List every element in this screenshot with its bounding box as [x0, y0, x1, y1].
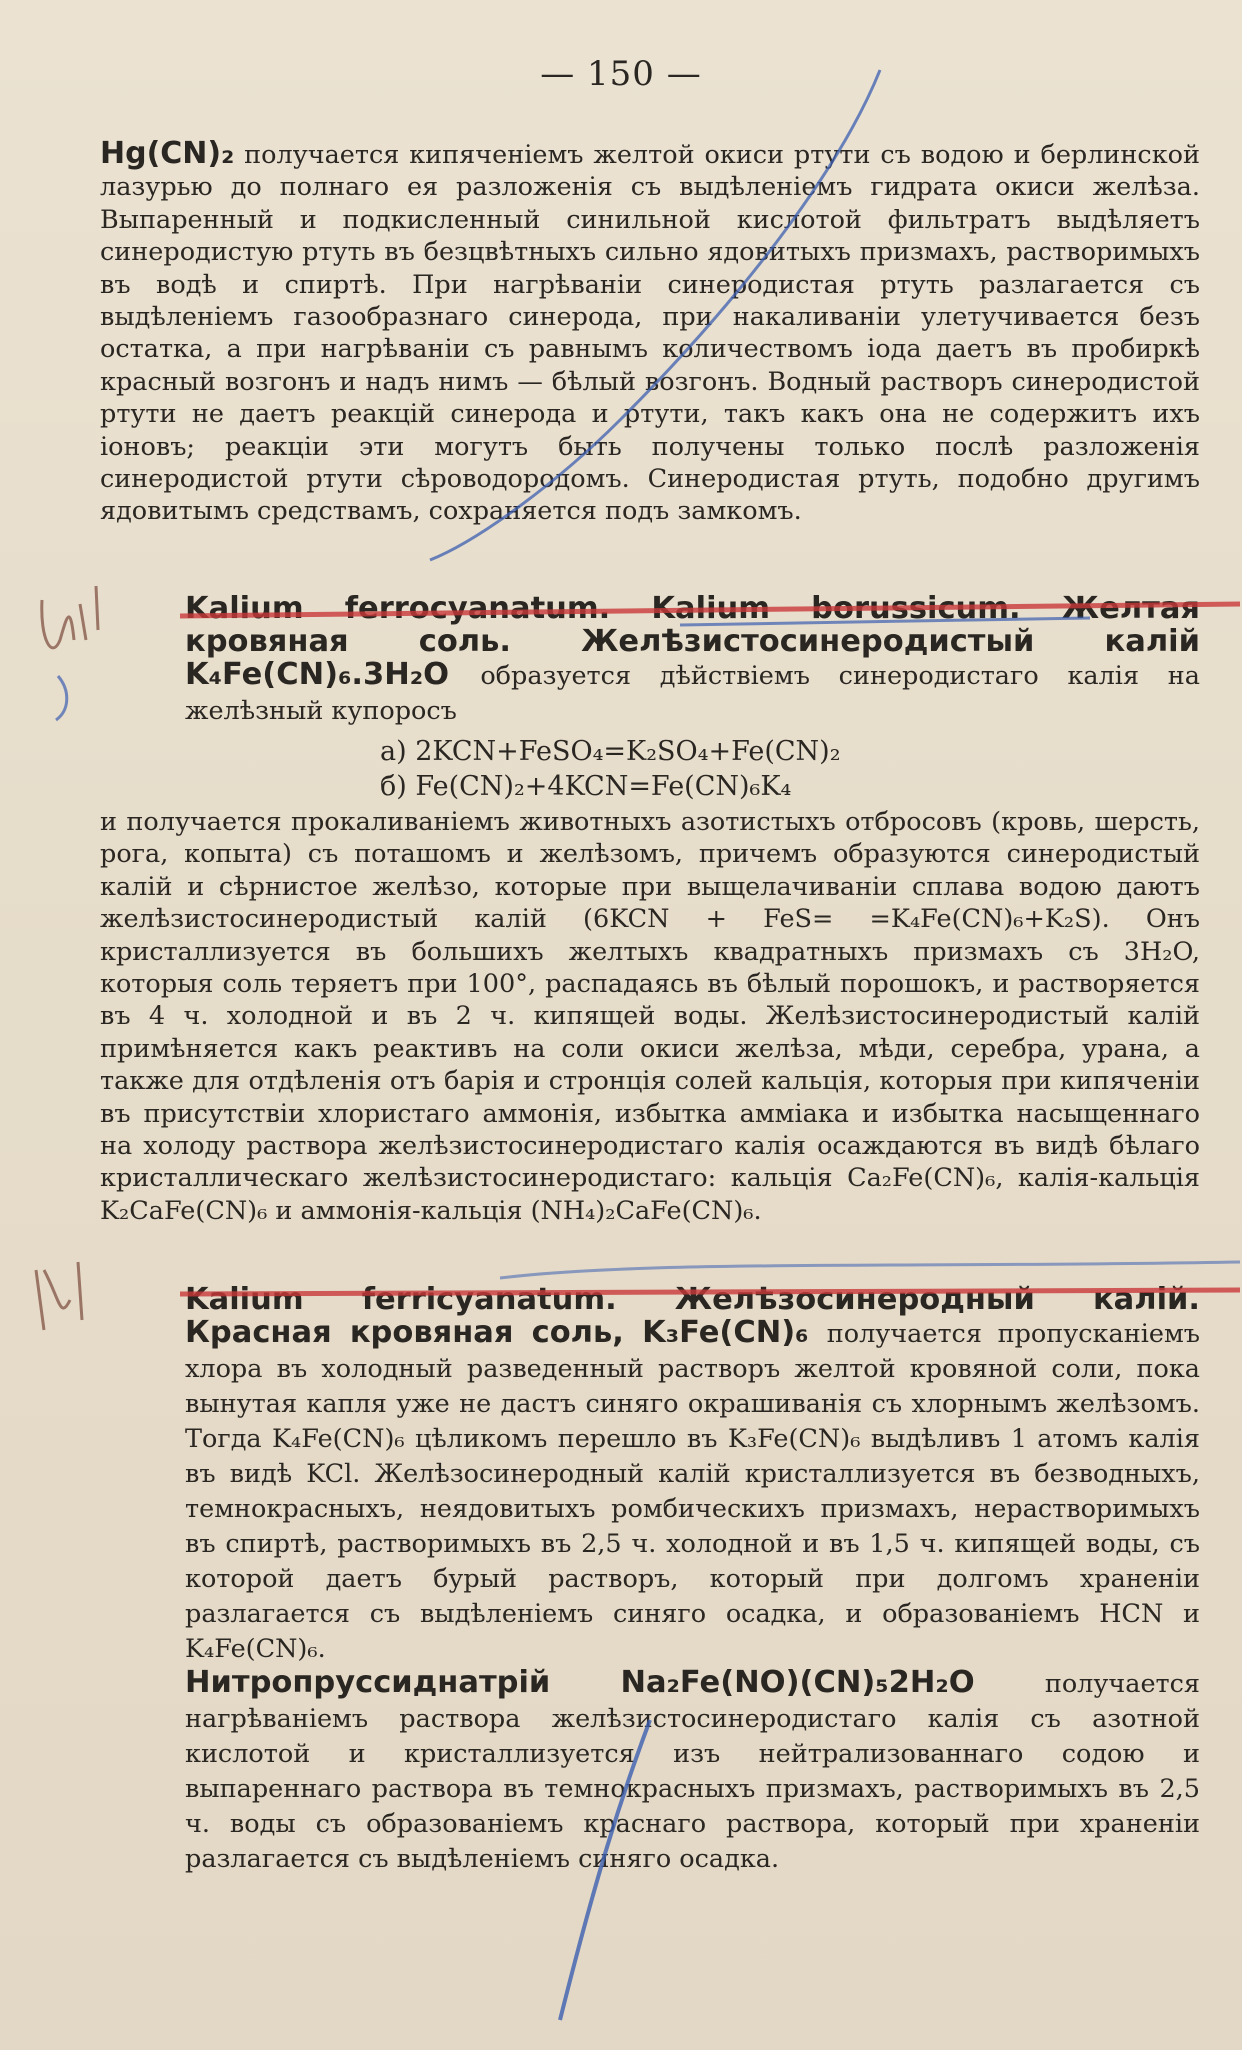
heading-ferrocyanide: Kalium ferrocyanatum. Kalium borussicum. Желтая кровяная соль. Желѣзистосинеродистый калiй	[185, 591, 1200, 659]
formula-hg-cn: Hg(CN)₂	[100, 136, 235, 171]
paragraph-text: получается нагрѣванiемъ раствора желѣзистосинеродистаго калiя съ азотной кислотой и кристаллизуется изъ нейтрализованнаго содою и выпареннаго раствора въ темнокрасныхъ призмахъ, растворимыхъ въ 2,5 ч. воды съ образованiемъ краснаго раствора, который при храненiи разлагается съ выдѣленiемъ синяго осадка.	[185, 1669, 1201, 1874]
blue-scribble-heading-2	[500, 1262, 1240, 1278]
paragraph-text: получается кипяченiемъ желтой окиси ртути съ водою и берлинской лазурью до полнаго ея разложенiя съ выдѣленiемъ гидрата окиси желѣза. Выпаренный и подкисленный синильной кислотой фильтратъ выдѣляетъ синеродистую ртуть въ безцвѣтныхъ сильно ядовитыхъ призмахъ, растворимыхъ въ водѣ и спиртѣ. При нагрѣванiи синеродистая ртуть разлагается съ выдѣленiемъ газообразнаго синерода, при накаливанiи улетучивается безъ остатка, а при нагрѣванiи съ равнымъ количествомъ iода даетъ въ пробиркѣ красный возгонъ и надъ нимъ — бѣлый возгонъ. Водный растворъ синеродистой ртути не даетъ реакцiй синерода и ртути, такъ какъ она не содержитъ ихъ iоновъ; реакцiи эти могутъ быть получены только послѣ разложенiя синеродистой ртути сѣроводородомъ. Синеродистая ртуть, подобно другимъ ядовитымъ средствамъ, сохраняется подъ замкомъ.	[100, 140, 1200, 527]
heading-ferricyanide: Kalium ferricyanatum. Желѣзосинеродный калiй. Красная кровяная соль,	[185, 1282, 1200, 1350]
formula-ferricyanide: K₃Fe(CN)₆	[642, 1315, 809, 1350]
paragraph-text: получается пропусканiемъ хлора въ холодный разведенный растворъ желтой кровяной соли, пока вынутая капля уже не дастъ синяго окрашиванiя съ хлорнымъ желѣзомъ. Тогда K₄Fe(CN)₆ цѣликомъ перешло въ K₃Fe(CN)₆ выдѣливъ 1 атомъ калiя въ видѣ KCl. Желѣзосинеродный калiй кристаллизуется въ безводныхъ, темнокрасныхъ, неядовитыхъ ромбическихъ призмахъ, нерастворимыхъ въ спиртѣ, растворимыхъ въ 2,5 ч. холодной и въ 1,5 ч. кипящей воды, съ которой даетъ бурый растворъ, который при долгомъ храненiи разлагается съ выдѣленiемъ синяго осадка, и образованiемъ HCN и K₄Fe(CN)₆.	[185, 1319, 1201, 1664]
paragraph-ferricyanide	[100, 1283, 1200, 1666]
intro-text: образуется дѣйствiемъ синеродистаго калiя на желѣзный купоросъ	[185, 661, 1201, 726]
paragraph-text: и получается прокаливанiемъ животныхъ азотистыхъ отбросовъ (кровь, шерсть, рога, копыта) съ поташомъ и желѣзомъ, причемъ образуются синеродистый калiй и сѣрнистое желѣзо, которые при выщелачиванiи сплава водою даютъ желѣзистосинеродистый калiй (6KCN + FeS= =K₄Fe(CN)₆+K₂S). Онъ кристаллизуется въ большихъ желтыхъ квадратныхъ призмахъ съ 3H₂O, которыя соль теряетъ при 100°, распадаясь въ бѣлый порошокъ, и растворяется въ 4 ч. холодной и въ 2 ч. кипящей воды. Желѣзистосинеродистый калiй примѣняется какъ реактивъ на соли окиси желѣза, мѣди, серебра, урана, а также для отдѣленiя отъ барiя и стронцiя солей кальцiя, которыя при кипяченiи въ присутствiи хлористаго аммонiя, избытка аммiака и избытка насыщеннаго на холоду раствора желѣзистосинеродистаго калiя осаждаются въ видѣ бѣлаго кристаллическаго желѣзистосинеродистаго: кальцiя Ca₂Fe(CN)₆, калiя-кальцiя K₂CaFe(CN)₆ и аммонiя-кальцiя (NH₄)₂CaFe(CN)₆.	[100, 807, 1200, 1226]
heading-nitroprusside: Нитропруссиднатрiй	[185, 1665, 551, 1700]
formula-nitroprusside: Na₂Fe(NO)(CN)₅2H₂O	[620, 1665, 975, 1700]
formula-ferrocyanide: K₄Fe(CN)₆.3H₂O	[185, 657, 450, 692]
paragraph-ferrocyanide	[100, 592, 1200, 1227]
margin-bracket-mark-1	[56, 676, 67, 720]
paragraph-nitroprusside	[100, 1666, 1200, 1876]
equation-b: б) Fe(CN)₂+4KCN=Fe(CN)₆K₄	[380, 771, 792, 802]
margin-number-mark-1	[42, 586, 98, 648]
page-number: — 150 —	[540, 54, 702, 94]
equation-a: а) 2KCN+FeSO₄=K₂SO₄+Fe(CN)₂	[380, 736, 841, 767]
margin-number-mark-2	[36, 1262, 82, 1330]
paragraph-mercury-cyanide	[100, 138, 1200, 528]
